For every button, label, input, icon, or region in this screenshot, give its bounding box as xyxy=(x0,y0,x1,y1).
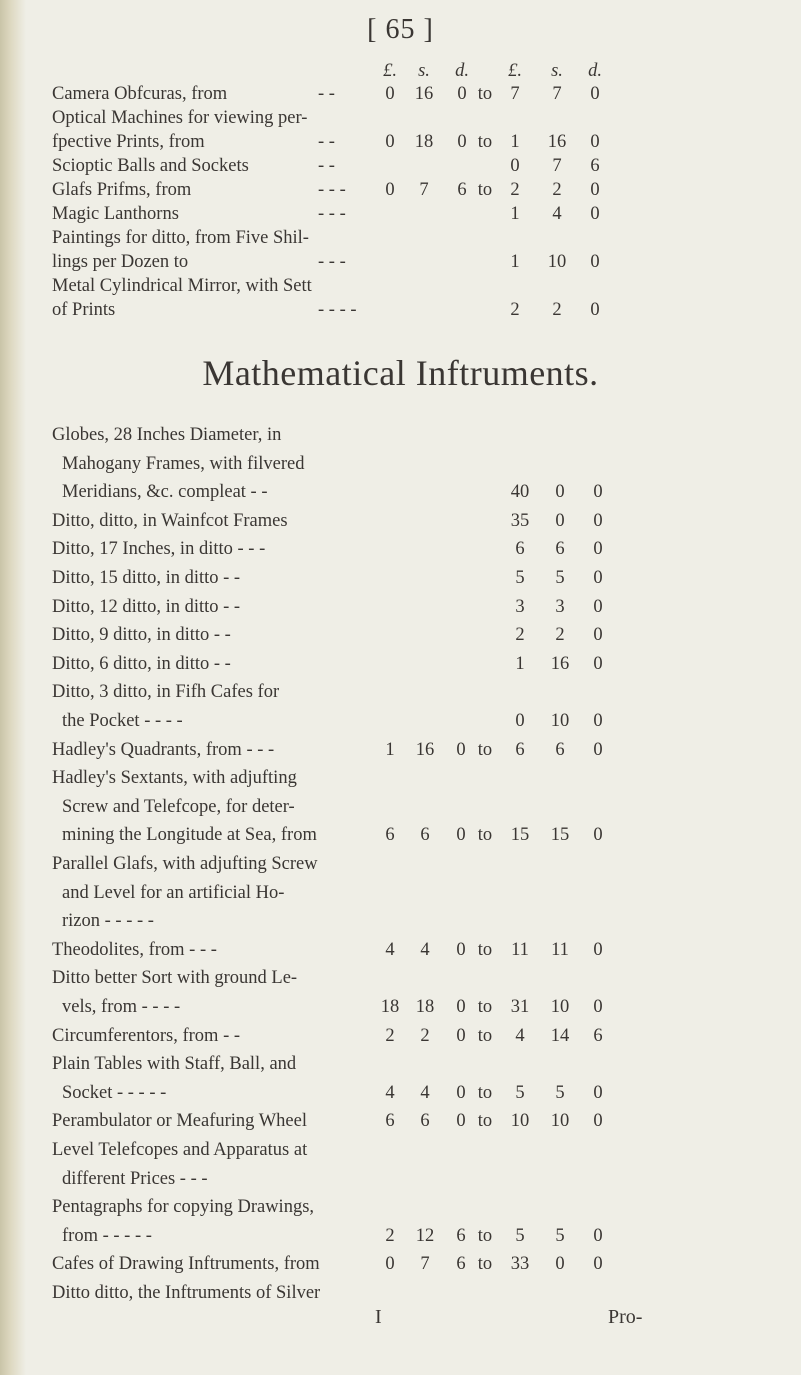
from-price: 6 xyxy=(420,1111,430,1131)
to-price: 40 xyxy=(510,482,530,502)
to-price: 0 xyxy=(593,940,603,960)
item-description: mining the Longitude at Sea, from xyxy=(62,825,317,845)
item-description: and Level for an artificial Ho- xyxy=(62,883,285,903)
to-price: 0 xyxy=(590,204,600,224)
to-price: 0 xyxy=(593,511,603,531)
item-description: Meridians, &c. compleat - - xyxy=(62,482,268,502)
item-description: Screw and Telefcope, for deter- xyxy=(62,797,295,817)
from-price: 0 xyxy=(456,940,466,960)
to-word: to xyxy=(477,825,493,845)
page-number: [ 65 ] xyxy=(367,14,434,45)
item-description: Paintings for ditto, from Five Shil- xyxy=(52,228,309,248)
leader-dashes: - - xyxy=(318,132,335,152)
to-price: 0 xyxy=(593,711,603,731)
to-price: 5 xyxy=(515,1083,525,1103)
to-price: 11 xyxy=(551,940,569,960)
to-price: 6 xyxy=(593,1026,603,1046)
to-price: 0 xyxy=(593,740,603,760)
unit-header: s. xyxy=(551,61,563,81)
item-description: Hadley's Quadrants, from - - - xyxy=(52,740,275,760)
item-description: Optical Machines for viewing per- xyxy=(52,108,308,128)
to-price: 11 xyxy=(511,940,529,960)
item-description: Globes, 28 Inches Diameter, in xyxy=(52,425,282,445)
item-description: from - - - - - xyxy=(62,1226,152,1246)
to-price: 0 xyxy=(590,300,600,320)
item-description: Ditto better Sort with ground Le- xyxy=(52,968,298,988)
to-price: 0 xyxy=(555,511,565,531)
from-price: 6 xyxy=(385,825,395,845)
to-price: 0 xyxy=(593,625,603,645)
from-price: 4 xyxy=(420,1083,430,1103)
to-price: 6 xyxy=(515,539,525,559)
to-word: to xyxy=(477,1111,493,1131)
to-price: 0 xyxy=(593,597,603,617)
to-price: 0 xyxy=(593,1111,603,1131)
unit-header: £. xyxy=(508,61,522,81)
to-price: 0 xyxy=(593,654,603,674)
leader-dashes: - - xyxy=(318,84,335,104)
to-price: 2 xyxy=(552,300,562,320)
unit-header: s. xyxy=(418,61,430,81)
page-edge-shadow xyxy=(0,0,26,1375)
item-description: Ditto ditto, the Inftruments of Silver xyxy=(52,1283,321,1303)
to-price: 0 xyxy=(555,1254,565,1274)
signature-mark: I xyxy=(375,1306,382,1328)
item-description: Pentagraphs for copying Drawings, xyxy=(52,1197,315,1217)
to-price: 1 xyxy=(510,204,520,224)
from-price: 18 xyxy=(380,997,400,1017)
item-description: lings per Dozen to xyxy=(52,252,189,272)
to-price: 2 xyxy=(515,625,525,645)
from-price: 0 xyxy=(457,84,467,104)
from-price: 6 xyxy=(456,1254,466,1274)
to-price: 7 xyxy=(552,84,562,104)
from-price: 0 xyxy=(385,1254,395,1274)
to-price: 0 xyxy=(593,1083,603,1103)
item-description: Magic Lanthorns xyxy=(52,204,179,224)
to-price: 0 xyxy=(593,482,603,502)
to-price: 5 xyxy=(555,568,565,588)
to-price: 0 xyxy=(590,84,600,104)
to-word: to xyxy=(477,180,493,200)
to-price: 2 xyxy=(510,300,520,320)
from-price: 16 xyxy=(414,84,434,104)
to-price: 16 xyxy=(550,654,570,674)
to-price: 1 xyxy=(510,132,520,152)
from-price: 18 xyxy=(414,132,434,152)
from-price: 4 xyxy=(385,1083,395,1103)
from-price: 6 xyxy=(420,825,430,845)
to-price: 6 xyxy=(555,740,565,760)
to-price: 4 xyxy=(552,204,562,224)
to-word: to xyxy=(477,1026,493,1046)
to-price: 3 xyxy=(515,597,525,617)
to-price: 0 xyxy=(590,132,600,152)
item-description: Ditto, 17 Inches, in ditto - - - xyxy=(52,539,266,559)
to-word: to xyxy=(477,740,493,760)
from-price: 0 xyxy=(385,84,395,104)
from-price: 4 xyxy=(385,940,395,960)
item-description: Ditto, 6 ditto, in ditto - - xyxy=(52,654,231,674)
from-price: 6 xyxy=(456,1226,466,1246)
from-price: 0 xyxy=(456,740,466,760)
from-price: 12 xyxy=(415,1226,435,1246)
to-price: 6 xyxy=(515,740,525,760)
item-description: different Prices - - - xyxy=(62,1169,208,1189)
from-price: 16 xyxy=(415,740,435,760)
from-price: 2 xyxy=(385,1226,395,1246)
item-description: the Pocket - - - - xyxy=(62,711,183,731)
leader-dashes: - - - - xyxy=(318,300,357,320)
to-price: 0 xyxy=(593,1226,603,1246)
to-price: 5 xyxy=(515,568,525,588)
to-price: 7 xyxy=(552,156,562,176)
to-price: 0 xyxy=(590,180,600,200)
to-price: 35 xyxy=(510,511,530,531)
to-price: 1 xyxy=(515,654,525,674)
to-word: to xyxy=(477,997,493,1017)
item-description: Ditto, 3 ditto, in Fifh Cafes for xyxy=(52,682,280,702)
to-word: to xyxy=(477,84,493,104)
to-price: 0 xyxy=(510,156,520,176)
item-description: Perambulator or Meafuring Wheel xyxy=(52,1111,307,1131)
leader-dashes: - - xyxy=(318,156,335,176)
to-price: 0 xyxy=(593,997,603,1017)
from-price: 0 xyxy=(385,132,395,152)
item-description: Mahogany Frames, with filvered xyxy=(62,454,305,474)
item-description: Circumferentors, from - - xyxy=(52,1026,241,1046)
to-price: 10 xyxy=(547,252,567,272)
to-price: 5 xyxy=(555,1226,565,1246)
item-description: Hadley's Sextants, with adjufting xyxy=(52,768,297,788)
to-price: 16 xyxy=(547,132,567,152)
from-price: 4 xyxy=(420,940,430,960)
item-description: Scioptic Balls and Sockets xyxy=(52,156,249,176)
to-word: to xyxy=(477,940,493,960)
item-description: Socket - - - - - xyxy=(62,1083,167,1103)
to-price: 0 xyxy=(593,1254,603,1274)
from-price: 0 xyxy=(456,1026,466,1046)
to-price: 33 xyxy=(510,1254,530,1274)
item-description: Parallel Glafs, with adjufting Screw xyxy=(52,854,318,874)
item-description: Ditto, 12 ditto, in ditto - - xyxy=(52,597,241,617)
item-description: Cafes of Drawing Inftruments, from xyxy=(52,1254,320,1274)
to-price: 10 xyxy=(550,711,570,731)
item-description: Ditto, 9 ditto, in ditto - - xyxy=(52,625,231,645)
item-description: rizon - - - - - xyxy=(62,911,154,931)
to-word: to xyxy=(477,1226,493,1246)
from-price: 0 xyxy=(385,180,395,200)
from-price: 0 xyxy=(456,825,466,845)
to-price: 0 xyxy=(515,711,525,731)
to-price: 6 xyxy=(555,539,565,559)
from-price: 6 xyxy=(385,1111,395,1131)
from-price: 0 xyxy=(457,132,467,152)
from-price: 2 xyxy=(385,1026,395,1046)
to-price: 3 xyxy=(555,597,565,617)
to-price: 4 xyxy=(515,1026,525,1046)
unit-header: d. xyxy=(455,61,469,81)
item-description: fpective Prints, from xyxy=(52,132,205,152)
item-description: Ditto, ditto, in Wainfcot Frames xyxy=(52,511,288,531)
to-price: 2 xyxy=(552,180,562,200)
to-price: 0 xyxy=(593,568,603,588)
to-word: to xyxy=(477,1254,493,1274)
to-price: 7 xyxy=(510,84,520,104)
to-price: 6 xyxy=(590,156,600,176)
to-price: 2 xyxy=(510,180,520,200)
from-price: 1 xyxy=(385,740,395,760)
unit-header: d. xyxy=(588,61,602,81)
leader-dashes: - - - xyxy=(318,180,346,200)
to-price: 10 xyxy=(550,1111,570,1131)
item-description: vels, from - - - - xyxy=(62,997,181,1017)
item-description: Plain Tables with Staff, Ball, and xyxy=(52,1054,297,1074)
to-price: 10 xyxy=(510,1111,530,1131)
from-price: 2 xyxy=(420,1026,430,1046)
item-description: Level Telefcopes and Apparatus at xyxy=(52,1140,308,1160)
from-price: 0 xyxy=(456,1083,466,1103)
to-price: 31 xyxy=(510,997,530,1017)
item-description: Theodolites, from - - - xyxy=(52,940,217,960)
item-description: Ditto, 15 ditto, in ditto - - xyxy=(52,568,241,588)
to-word: to xyxy=(477,1083,493,1103)
to-word: to xyxy=(477,132,493,152)
from-price: 0 xyxy=(456,1111,466,1131)
to-price: 5 xyxy=(515,1226,525,1246)
section-title: Mathematical Inftruments. xyxy=(202,353,599,393)
item-description: Glafs Prifms, from xyxy=(52,180,192,200)
from-price: 6 xyxy=(457,180,467,200)
item-description: Metal Cylindrical Mirror, with Sett xyxy=(52,276,312,296)
to-price: 14 xyxy=(550,1026,570,1046)
from-price: 7 xyxy=(420,1254,430,1274)
to-price: 5 xyxy=(555,1083,565,1103)
to-price: 0 xyxy=(590,252,600,272)
leader-dashes: - - - xyxy=(318,252,346,272)
catchword: Pro- xyxy=(608,1306,643,1328)
to-price: 15 xyxy=(510,825,530,845)
from-price: 7 xyxy=(419,180,429,200)
leader-dashes: - - - xyxy=(318,204,346,224)
to-price: 1 xyxy=(510,252,520,272)
to-price: 0 xyxy=(593,539,603,559)
item-description: of Prints xyxy=(52,300,116,320)
from-price: 0 xyxy=(456,997,466,1017)
to-price: 0 xyxy=(593,825,603,845)
to-price: 10 xyxy=(550,997,570,1017)
from-price: 18 xyxy=(415,997,435,1017)
item-description: Camera Obfcuras, from xyxy=(52,84,228,104)
to-price: 15 xyxy=(550,825,570,845)
to-price: 0 xyxy=(555,482,565,502)
to-price: 2 xyxy=(555,625,565,645)
unit-header: £. xyxy=(383,61,397,81)
